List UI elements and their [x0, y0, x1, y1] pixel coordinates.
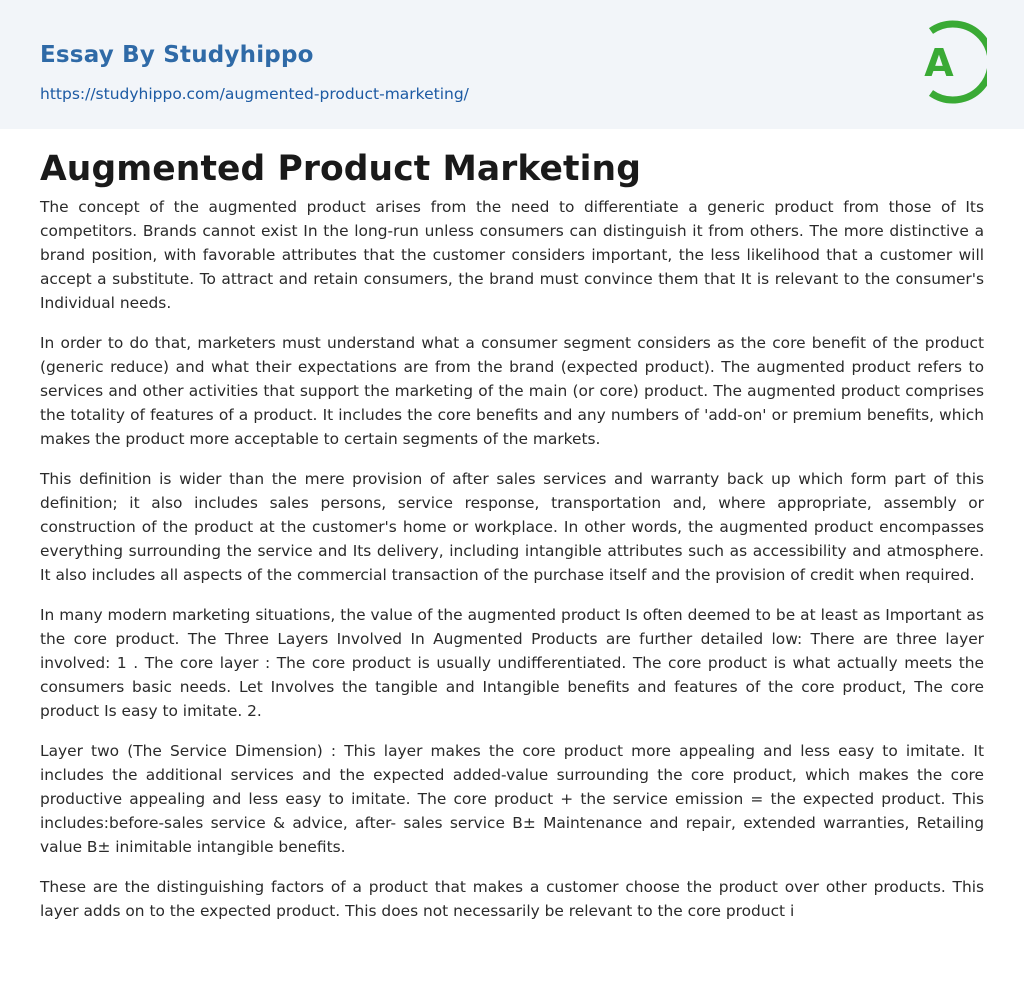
site-brand: Essay By Studyhippo — [40, 42, 314, 68]
article — [0, 147, 1024, 923]
article-paragraph: In order to do that, marketers must understand what a consumer segment considers as the core benefit of the product (generic reduce) and what their expectations are from the brand (expected product). The augmented product refers to services and other activities that support the marketing of the main (or core) product. The augmented product comprises the totality of features of a product. It includes the core benefits and any numbers of 'add-on' or premium benefits, which makes the product more acceptable to certain segments of the markets. — [40, 334, 984, 448]
article-title: Augmented Product Marketing — [40, 149, 641, 189]
article-paragraph: These are the distinguishing factors of a product that makes a customer choose the product over other products. This layer adds on to the expected product. This does not necessarily be relevant to the core product i — [40, 878, 984, 920]
article-paragraph: In many modern marketing situations, the value of the augmented product Is often deemed to be at least as Important as the core product. The Three Layers Involved In Augmented Products are further detailed low: There are three layer involved: 1 . The core layer : The core product is usually undifferentiated. The core product is what actually meets the consumers basic needs. Let Involves the tangible and Intangible benefits and features of the core product, The core product Is easy to imitate. 2. — [40, 606, 984, 720]
essay-url-link[interactable]: https://studyhippo.com/augmented-product-marketing/ — [40, 85, 469, 103]
article-paragraph: Layer two (The Service Dimension) : This layer makes the core product more appealing and less easy to imitate. It includes the additional services and the expected added-value surrounding the core product, which makes the core productive appealing and less easy to imitate. The core product + the service emission = the expected product. This includes:before-sales service & advice, after- sales service B± Maintenance and repair, extended warranties, Retailing value B± inimitable intangible benefits. — [40, 742, 984, 856]
article-paragraph: The concept of the augmented product arises from the need to differentiate a generic product from those of Its competitors. Brands cannot exist In the long-run unless consumers can distinguish it from others. The more distinctive a brand position, with favorable attributes that the customer considers important, the less likelihood that a customer will accept a substitute. To attract and retain consumers, the brand must convince them that It is relevant to the consumer's Individual needs. — [40, 198, 984, 312]
studyhippo-logo-icon[interactable] — [911, 18, 987, 106]
site-header — [0, 0, 1024, 129]
logo-letter: A — [924, 41, 954, 85]
article-paragraph: This definition is wider than the mere provision of after sales services and warranty back up which form part of this definition; it also includes sales persons, service response, transportation and, where appropriate, assembly or construction of the product at the customer's home or workplace. In other words, the augmented product encompasses everything surrounding the service and Its delivery, including intangible attributes such as accessibility and atmosphere. It also includes all aspects of the commercial transaction of the purchase itself and the provision of credit when required. — [40, 470, 984, 584]
